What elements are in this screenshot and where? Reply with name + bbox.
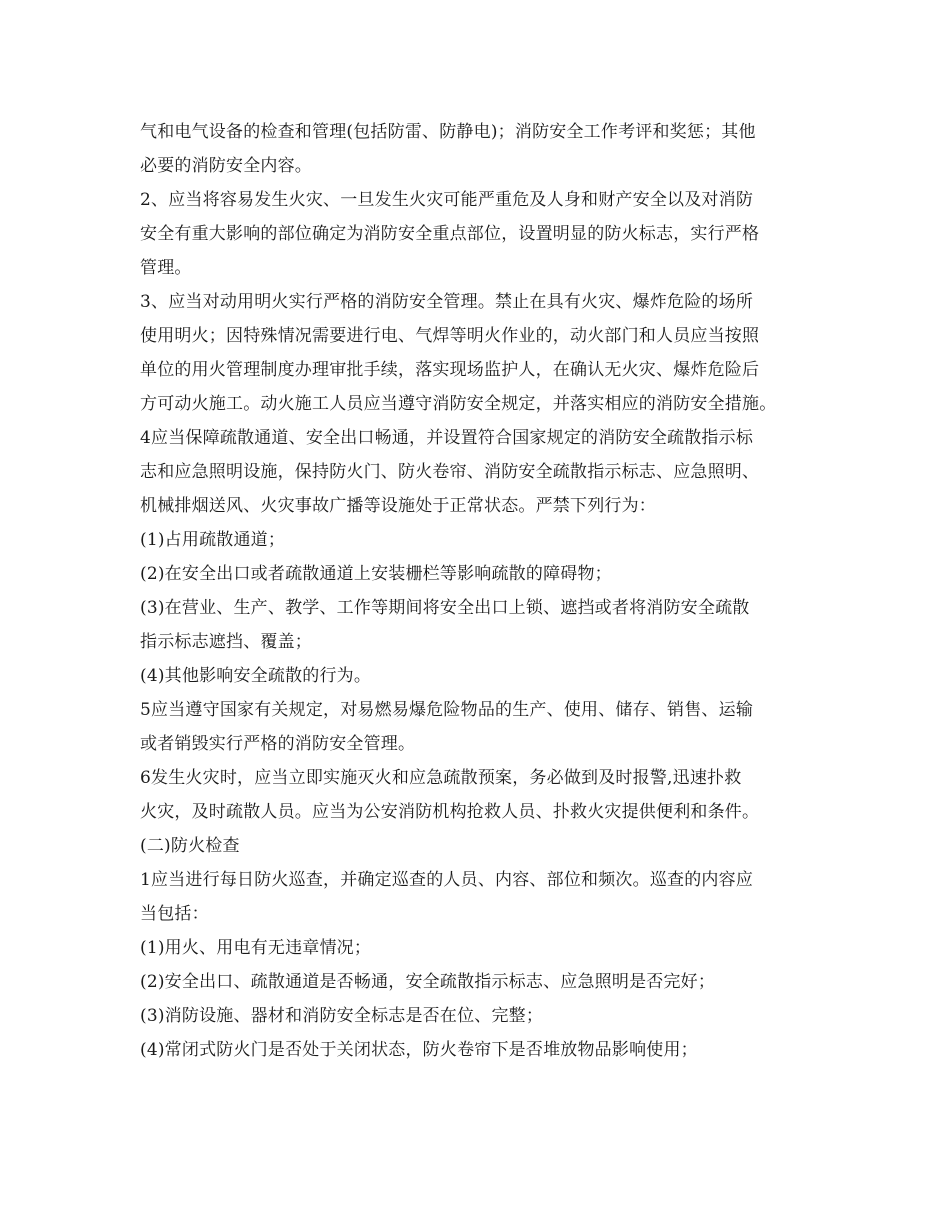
text-line: 机械排烟送风、火灾事故广播等设施处于正常状态。严禁下列行为：	[140, 496, 656, 516]
text-line: 3、应当对动用明火实行严格的消防安全管理。禁止在具有火灾、爆炸危险的场所	[140, 292, 754, 312]
text-line: (2)在安全出口或者疏散通道上安装栅栏等影响疏散的障碍物；	[140, 564, 612, 584]
section-heading: (二)防火检查	[140, 836, 240, 856]
text-line: 方可动火施工。动火施工人员应当遵守消防安全规定，并落实相应的消防安全措施。	[140, 394, 777, 414]
text-line: 当包括：	[140, 904, 209, 924]
text-line: 志和应急照明设施，保持防火门、防火卷帘、消防安全疏散指示标志、应急照明、	[140, 462, 760, 482]
text-line: 气和电气设备的检查和管理(包括防雷、防静电)；消防安全工作考评和奖惩；其他	[140, 122, 756, 142]
text-line: 5应当遵守国家有关规定，对易燃易爆危险物品的生产、使用、储存、销售、运输	[140, 700, 754, 720]
text-line: 使用明火；因特殊情况需要进行电、气焊等明火作业的，动火部门和人员应当按照	[140, 326, 760, 346]
text-line: 指示标志遮挡、覆盖；	[140, 632, 312, 652]
text-line: (3)在营业、生产、教学、工作等期间将安全出口上锁、遮挡或者将消防安全疏散	[140, 598, 750, 618]
text-line: 单位的用火管理制度办理审批手续，落实现场监护人，在确认无火灾、爆炸危险后	[140, 360, 760, 380]
text-line: 管理。	[140, 258, 192, 278]
text-line: 安全有重大影响的部位确定为消防安全重点部位，设置明显的防火标志，实行严格	[140, 224, 760, 244]
text-line: 6发生火灾时，应当立即实施灭火和应急疏散预案，务必做到及时报警,迅速扑救	[140, 768, 742, 788]
text-line: (4)其他影响安全疏散的行为。	[140, 666, 372, 686]
text-line: (1)用火、用电有无违章情况；	[140, 938, 372, 958]
text-line: 4应当保障疏散通道、安全出口畅通，并设置符合国家规定的消防安全疏散指示标	[140, 428, 754, 448]
text-line: 必要的消防安全内容。	[140, 156, 312, 176]
text-line: (4)常闭式防火门是否处于关闭状态，防火卷帘下是否堆放物品影响使用；	[140, 1040, 698, 1060]
text-line: (3)消防设施、器材和消防安全标志是否在位、完整；	[140, 1006, 544, 1026]
text-line: 2、应当将容易发生火灾、一旦发生火灾可能严重危及人身和财产安全以及对消防	[140, 190, 754, 210]
text-line: (2)安全出口、疏散通道是否畅通，安全疏散指示标志、应急照明是否完好；	[140, 972, 716, 992]
text-line: 1应当进行每日防火巡查，并确定巡查的人员、内容、部位和频次。巡查的内容应	[140, 870, 754, 890]
text-line: 火灾，及时疏散人员。应当为公安消防机构抢救人员、扑救火灾提供便利和条件。	[140, 802, 760, 822]
text-line: 或者销毁实行严格的消防安全管理。	[140, 734, 416, 754]
document-body	[140, 115, 840, 1067]
text-line: (1)占用疏散通道；	[140, 530, 286, 550]
